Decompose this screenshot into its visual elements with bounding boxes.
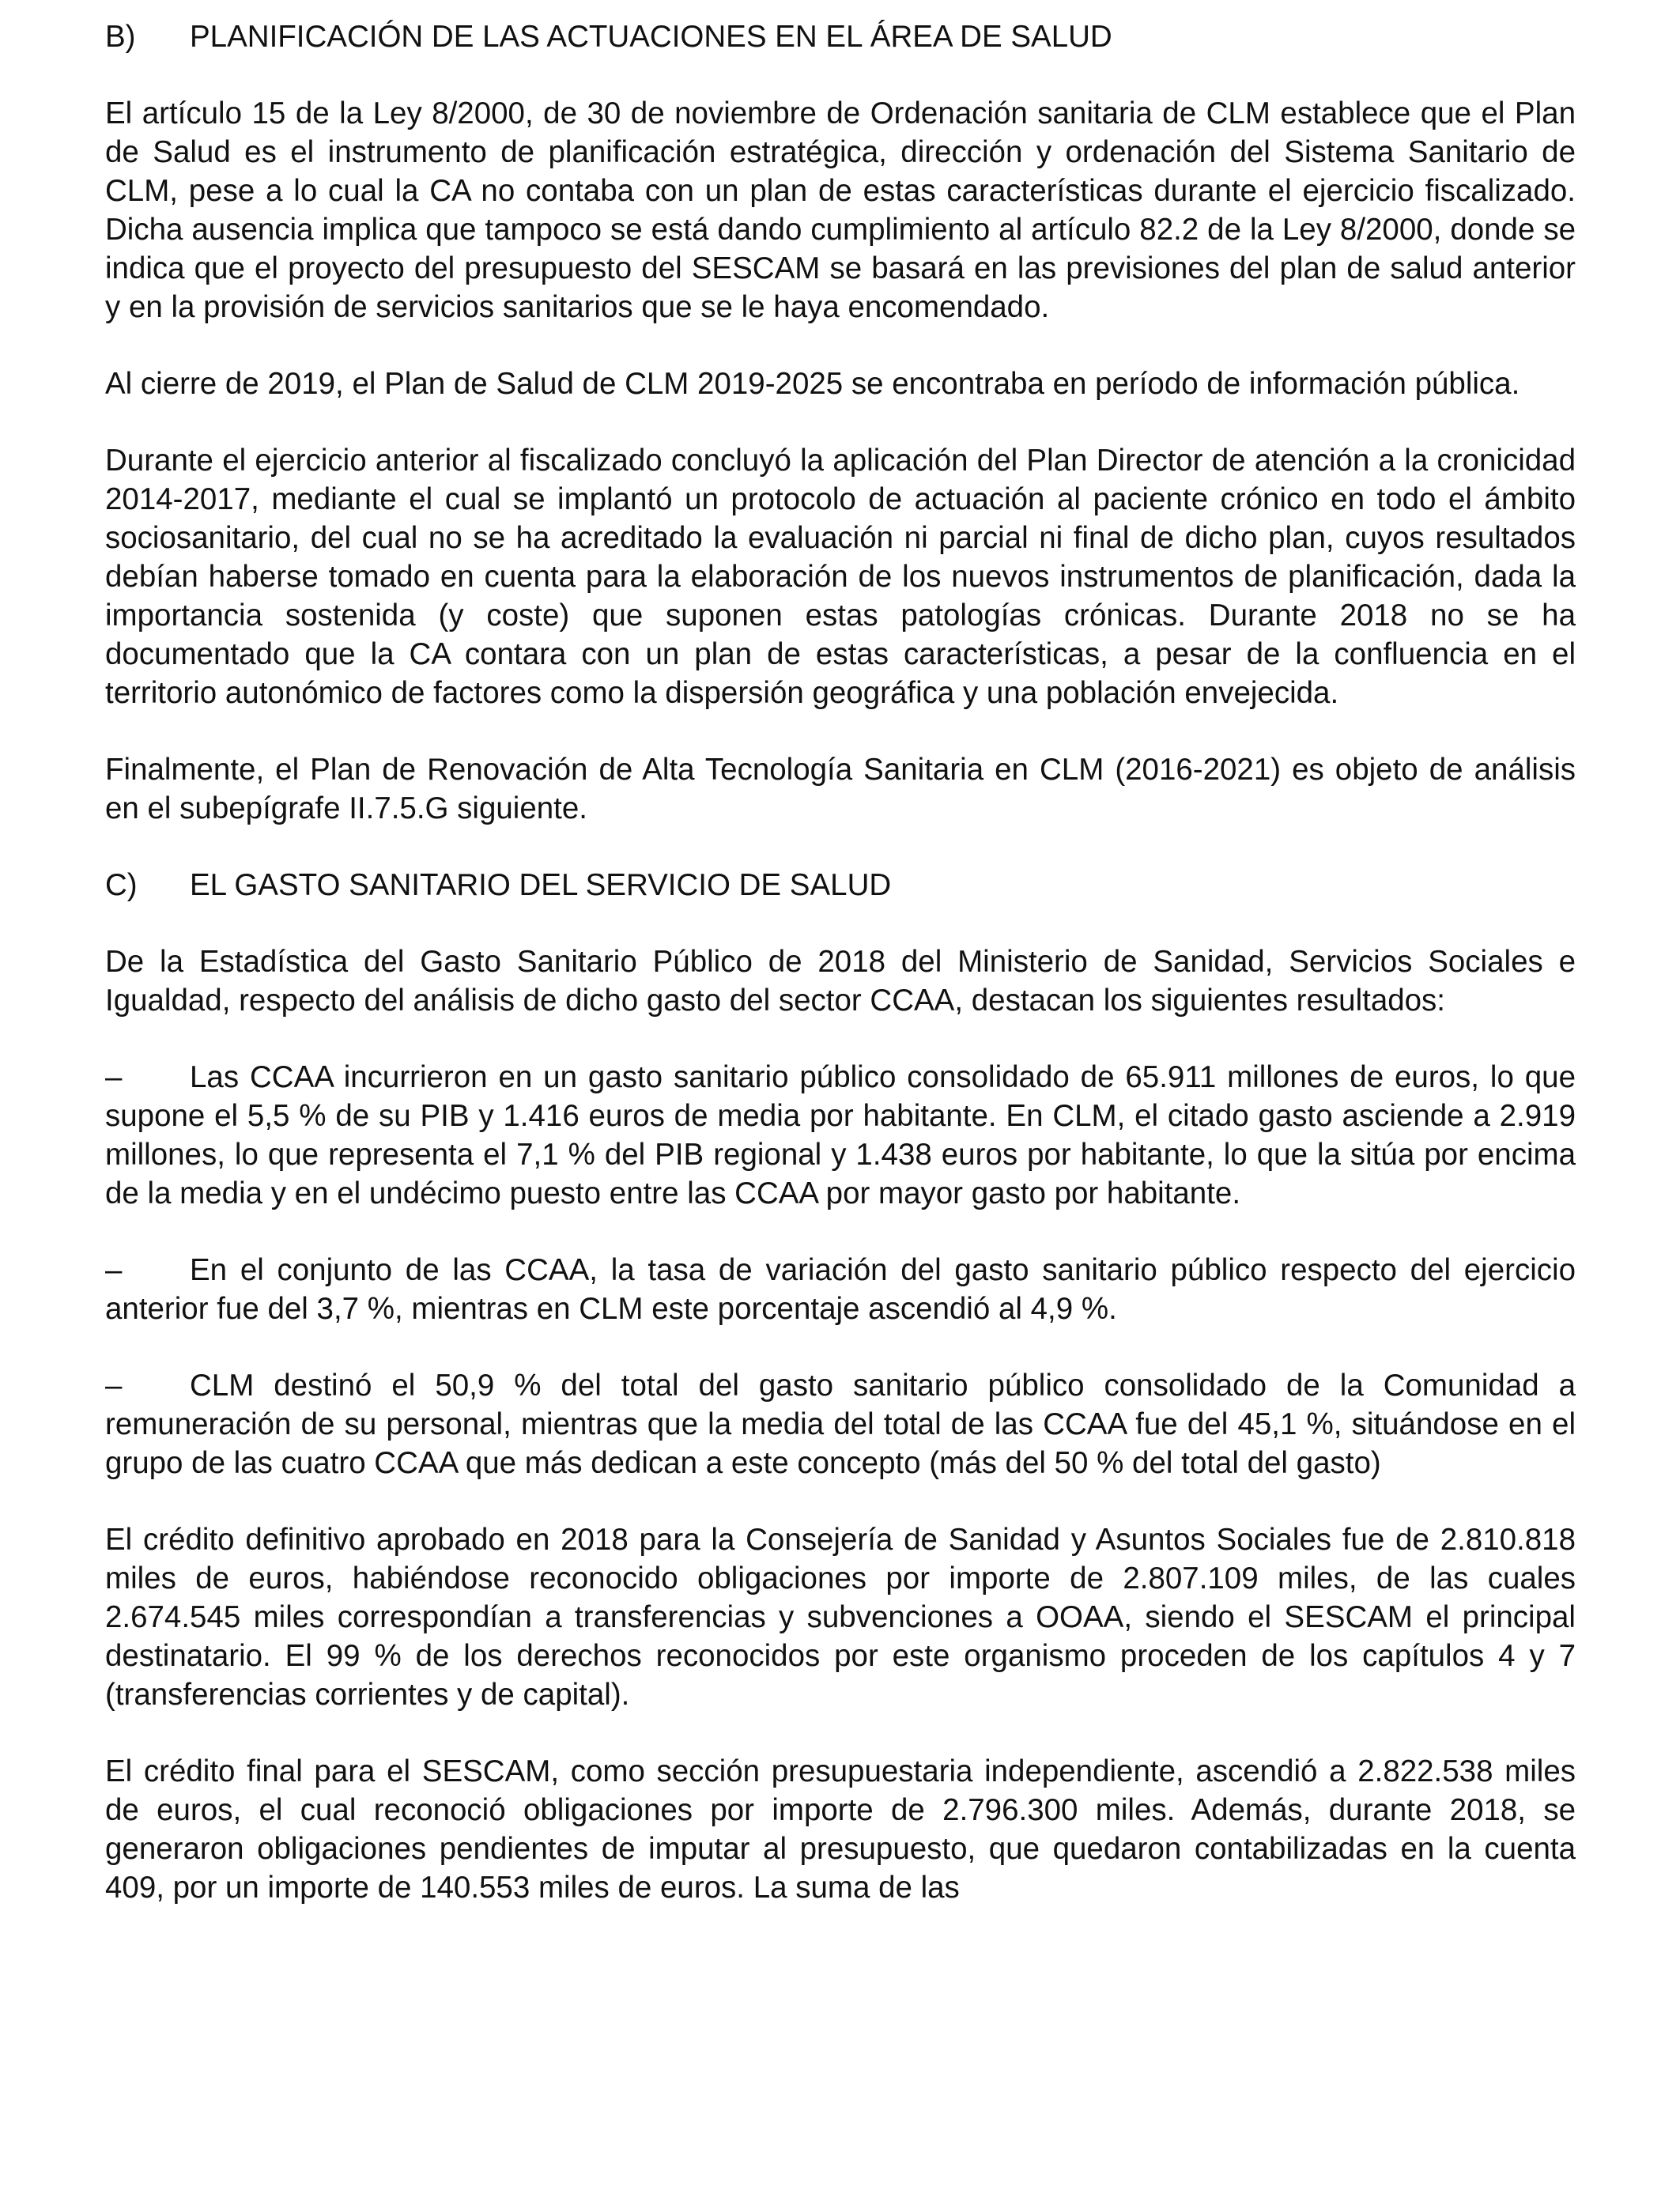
bullet-item-3 (105, 1366, 1576, 1482)
section-b-letter: B) (105, 20, 136, 54)
section-c-intro: De la Estadística del Gasto Sanitario Público de 2018 del Ministerio de Sanidad, Servicios Sociales e Igualdad, respecto del análisis de dicho gasto del sector CCAA, destacan los siguientes resultados: (105, 945, 1576, 1018)
bullet-text: Las CCAA incurrieron en un gasto sanitario público consolidado de 65.911 millones de euros, lo que supone el 5,5 % de su PIB y 1.416 euros de media por habitante. En CLM, el citado gasto asciende a 2.919 millones, lo que representa el 7,1 % del PIB regional y 1.438 euros por habitante, lo que la sitúa por encima de la media y en el undécimo puesto entre las CCAA por mayor gasto por habitante. (105, 1060, 1576, 1210)
section-b-paragraph-1: El artículo 15 de la Ley 8/2000, de 30 de noviembre de Ordenación sanitaria de CLM establece que el Plan de Salud es el instrumento de planificación estratégica, dirección y ordenación del Sistema Sanitario de CLM, pese a lo cual la CA no contaba con un plan de estas características durante el ejercicio fiscalizado. Dicha ausencia implica que tampoco se está dando cumplimiento al artículo 82.2 de la Ley 8/2000, donde se indica que el proyecto del presupuesto del SESCAM se basará en las previsiones del plan de salud anterior y en la provisión de servicios sanitarios que se le haya encomendado. (105, 96, 1576, 324)
section-c-heading (105, 866, 1576, 904)
section-b-paragraph-3: Durante el ejercicio anterior al fiscalizado concluyó la aplicación del Plan Director de atención a la cronicidad 2014-2017, mediante el cual se implantó un protocolo de actuación al paciente crónico en todo el ámbito sociosanitario, del cual no se ha acreditado la evaluación ni parcial ni final de dicho plan, cuyos resultados debían haberse tomado en cuenta para la elaboración de los nuevos instrumentos de planificación, dada la importancia sostenida (y coste) que suponen estas patologías crónicas. Durante 2018 no se ha documentado que la CA contara con un plan de estas características, a pesar de la confluencia en el territorio autonómico de factores como la dispersión geográfica y una población envejecida. (105, 444, 1576, 710)
section-c-paragraph-1: El crédito definitivo aprobado en 2018 para la Consejería de Sanidad y Asuntos Sociales fue de 2.810.818 miles de euros, habiéndose reconocido obligaciones por importe de 2.807.109 miles, de las cuales 2.674.545 miles correspondían a transferencias y subvenciones a OOAA, siendo el SESCAM el principal destinatario. El 99 % de los derechos reconocidos por este organismo proceden de los capítulos 4 y 7 (transferencias corrientes y de capital). (105, 1523, 1576, 1712)
bullet-dash: – (105, 1369, 123, 1403)
bullet-item-2 (105, 1251, 1576, 1328)
bullet-dash: – (105, 1060, 123, 1094)
section-b-heading (105, 17, 1576, 56)
section-c-letter: C) (105, 868, 138, 902)
bullet-text: CLM destinó el 50,9 % del total del gasto sanitario público consolidado de la Comunidad a remuneración de su personal, mientras que la media del total de las CCAA fue del 45,1 %, situándose en el grupo de las cuatro CCAA que más dedican a este concepto (más del 50 % del total del gasto) (105, 1369, 1576, 1480)
section-c-paragraph-2: El crédito final para el SESCAM, como sección presupuestaria independiente, ascendió a 2.822.538 miles de euros, el cual reconoció obligaciones por importe de 2.796.300 miles. Además, durante 2018, se generaron obligaciones pendientes de imputar al presupuesto, que quedaron contabilizadas en la cuenta 409, por un importe de 140.553 miles de euros. La suma de las (105, 1754, 1576, 1905)
section-b-paragraph-2: Al cierre de 2019, el Plan de Salud de CLM 2019-2025 se encontraba en período de información pública. (105, 367, 1520, 401)
bullet-text: En el conjunto de las CCAA, la tasa de variación del gasto sanitario público respecto del ejercicio anterior fue del 3,7 %, mientras en CLM este porcentaje ascendió al 4,9 %. (105, 1253, 1576, 1326)
bullet-item-1 (105, 1058, 1576, 1213)
document-page (105, 17, 1576, 1907)
bullet-dash: – (105, 1253, 123, 1287)
section-b-title: PLANIFICACIÓN DE LAS ACTUACIONES EN EL ÁREA DE SALUD (190, 20, 1112, 54)
section-c-title: EL GASTO SANITARIO DEL SERVICIO DE SALUD (190, 868, 892, 902)
section-b-paragraph-4: Finalmente, el Plan de Renovación de Alta Tecnología Sanitaria en CLM (2016-2021) es objeto de análisis en el subepígrafe II.7.5.G siguiente. (105, 753, 1576, 825)
